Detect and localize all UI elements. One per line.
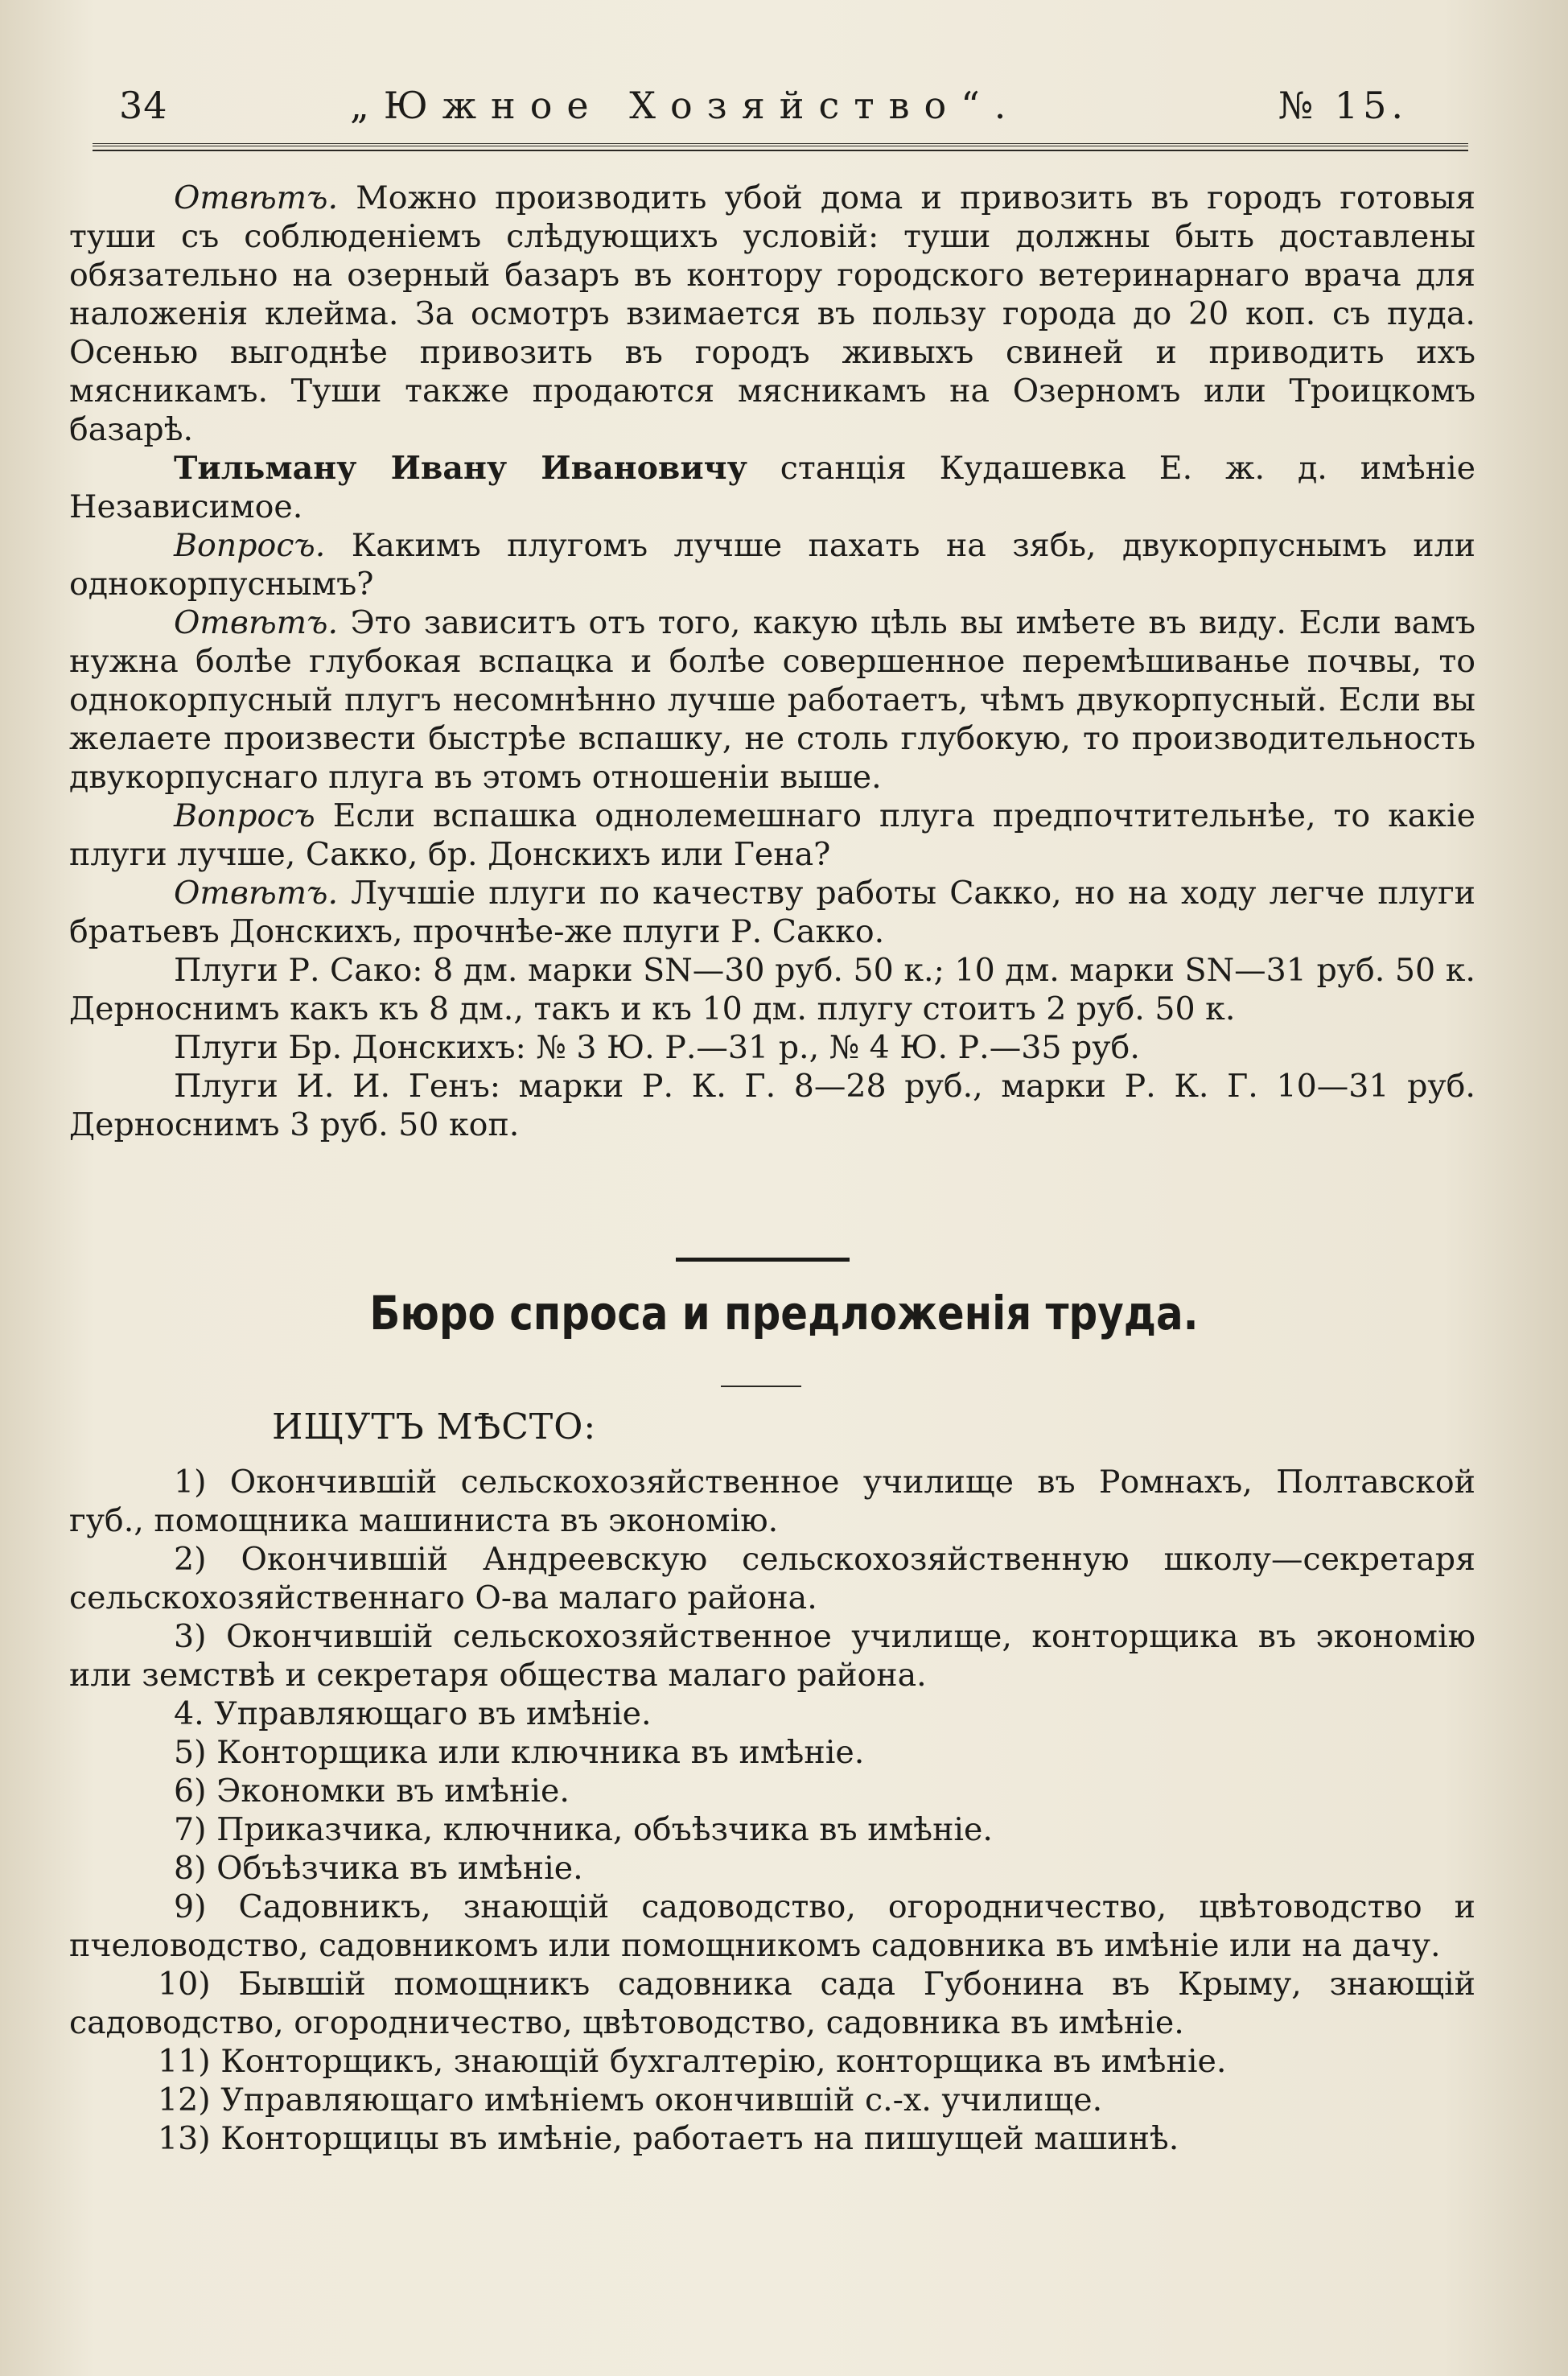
addressee-name: Тильману Ивану Ивановичу — [174, 450, 747, 487]
price-paragraph: Плуги И. И. Генъ: марки Р. К. Г. 8—28 руб., марки Р. К. Г. 10—31 руб. Дерноснимъ 3 руб. 50 коп. — [69, 1068, 1475, 1143]
answer-label: Отвѣтъ. — [174, 604, 339, 641]
journal-title: „Южное Хозяйство“. — [350, 84, 1021, 127]
answer-text: Это зависитъ отъ того, какую цѣль вы имѣете въ виду. Если вамъ нужна болѣе глубокая вспацка и болѣе совершенное перемѣшиванье почвы, то однокорпусный плугъ несомнѣнно лучше работаетъ, чѣмъ двукорпусный. Если вы желаете произвести быстрѣе вспашку, не столь глубокую, то производительность двукорпуснаго плуга въ этомъ отношеніи выше. — [69, 604, 1475, 796]
price-paragraph: Плуги Бр. Донскихъ: № 3 Ю. Р.—31 р., № 4 Ю. Р.—35 руб. — [174, 1029, 1140, 1066]
question-label: Вопросъ. — [174, 527, 326, 564]
question-paragraph — [69, 797, 1475, 874]
answer-paragraph — [69, 874, 1475, 951]
header-rule — [93, 143, 1468, 151]
answer-paragraph — [69, 179, 1475, 449]
list-item: 10) Бывшій помощникъ садовника сада Губонина въ Крыму, знающій садоводство, огородничество, цвѣтоводство, садовника въ имѣніе. — [69, 1966, 1475, 2041]
addressee-paragraph — [69, 449, 1475, 526]
question-label: Вопросъ — [174, 797, 315, 834]
answer-paragraph — [69, 603, 1475, 797]
page-number: 34 — [119, 84, 168, 127]
qa-section — [69, 179, 1475, 1144]
question-text: Какимъ плугомъ лучше пахать на зябь, двукорпуснымъ или однокорпуснымъ? — [69, 527, 1475, 603]
page-header — [113, 77, 1440, 134]
list-item: 12) Управляющаго имѣніемъ окончившій с.-х. училище. — [158, 2082, 1103, 2119]
answer-text: Можно производить убой дома и привозить въ городъ готовыя туши съ соблюденіемъ слѣдующихъ условій: туши должны быть доставлены обязательно на озерный базаръ въ контору городского ветеринарнаго врача для наложенія клейма. За осмотръ взимается въ пользу города до 20 коп. съ пуда. Осенью выгоднѣе привозить въ городъ живыхъ свиней и приводить ихъ мясникамъ. Туши также продаются мясникамъ на Озерномъ или Троицкомъ базарѣ. — [69, 179, 1475, 448]
list-item: 2) Окончившій Андреевскую сельскохозяйственную школу—секретаря сельскохозяйственнаго О-ва малаго района. — [69, 1541, 1475, 1616]
addressee-place: станція Кудашевка Е. ж. д. имѣніе Независимое. — [69, 450, 1475, 525]
answer-text: Лучшіе плуги по качеству работы Сакко, но на ходу легче плуги братьевъ Донскихъ, прочнѣе-же плуги Р. Сакко. — [69, 875, 1475, 950]
list-item: 6) Экономки въ имѣніе. — [174, 1773, 570, 1810]
answer-label: Отвѣтъ. — [174, 875, 339, 912]
list-item: 5) Конторщика или ключника въ имѣніе. — [174, 1734, 865, 1771]
issue-number: № 15. — [1278, 84, 1408, 127]
job-seekers-list — [69, 1463, 1475, 2158]
price-paragraph: Плуги Р. Сако: 8 дм. марки SN—30 руб. 50 к.; 10 дм. марки SN—31 руб. 50 к. Дерноснимъ какъ къ 8 дм., такъ и къ 10 дм. плугу стоитъ 2 руб. 50 к. — [69, 952, 1475, 1027]
section-heading: Бюро спроса и предложенія труда. — [369, 1286, 1199, 1340]
list-item: 9) Садовникъ, знающій садоводство, огородничество, цвѣтоводство и пчеловодство, садовникомъ или помощникомъ садовника въ имѣніе или на дачу. — [69, 1888, 1475, 1964]
section-divider — [676, 1258, 850, 1262]
list-item: 8) Объѣзчика въ имѣніе. — [174, 1850, 583, 1887]
list-item: 4. Управляющаго въ имѣніе. — [174, 1695, 652, 1732]
list-item: 11) Конторщикъ, знающій бухгалтерію, конторщика въ имѣніе. — [158, 2043, 1227, 2080]
list-item: 3) Окончившій сельскохозяйственное училище, конторщика въ экономію или земствѣ и секретаря общества малаго района. — [69, 1618, 1475, 1694]
list-item: 13) Конторщицы въ имѣніе, работаетъ на пишущей машинѣ. — [158, 2120, 1179, 2157]
answer-label: Отвѣтъ. — [174, 179, 339, 216]
question-paragraph — [69, 526, 1475, 603]
question-text: Если вспашка однолемешнаго плуга предпочтительнѣе, то какіе плуги лучше, Сакко, бр. Донскихъ или Гена? — [69, 797, 1475, 873]
list-item: 7) Приказчика, ключника, объѣзчика въ имѣніе. — [174, 1811, 993, 1848]
section-subheading: ИЩУТЪ МѢСТО: — [272, 1406, 597, 1447]
heading-underline — [721, 1386, 801, 1387]
list-item: 1) Окончившій сельскохозяйственное училище въ Ромнахъ, Полтавской губ., помощника машиниста въ экономію. — [69, 1464, 1475, 1539]
